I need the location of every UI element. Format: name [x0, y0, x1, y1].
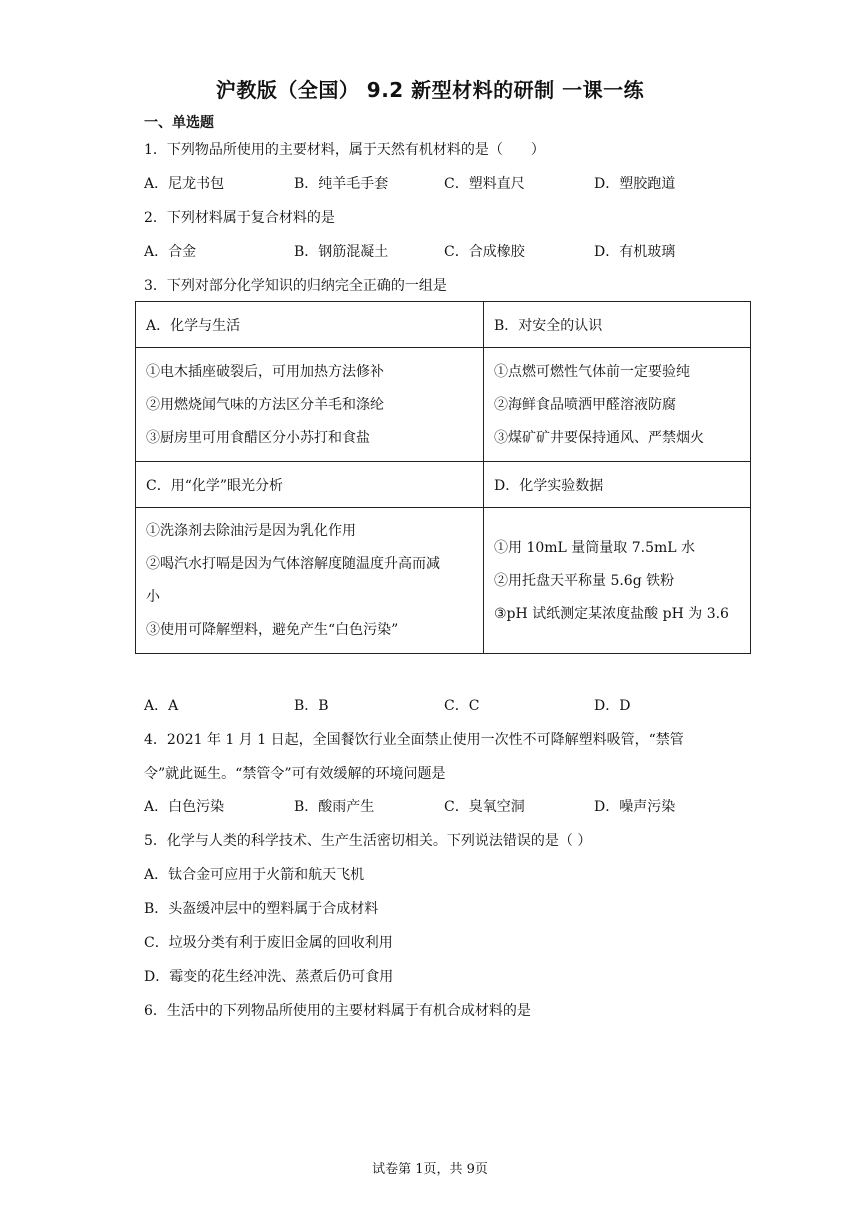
cell-b-items — [484, 348, 751, 462]
question-5-stem: 5．化学与人类的科学技术、生产生活密切相关。下列说法错误的是（ ） — [144, 833, 592, 849]
cell-d-items — [484, 508, 751, 654]
question-3-option-b: B．B — [294, 698, 329, 714]
question-5-option-c: C．垃圾分类有利于废旧金属的回收利用 — [144, 935, 393, 951]
question-3-option-a: A．A — [144, 698, 179, 714]
page-title: 沪教版（全国） 9.2 新型材料的研制 一课一练 — [215, 78, 645, 102]
question-2-option-c: C．合成橡胶 — [444, 244, 525, 260]
question-4-option-a: A．白色污染 — [144, 799, 225, 815]
table-item: ③pH 试纸测定某浓度盐酸 pH 为 3.6 — [494, 605, 729, 622]
question-1-option-d: D．塑胶跑道 — [594, 176, 676, 192]
question-4-stem-line-2: 令”就此诞生。“禁管令”可有效缓解的环境问题是 — [144, 766, 446, 782]
question-6-stem: 6．生活中的下列物品所使用的主要材料属于有机合成材料的是 — [144, 1003, 531, 1019]
cell-b-heading: B．对安全的认识 — [484, 302, 751, 348]
cell-c-items — [136, 508, 484, 654]
cell-d-heading: D．化学实验数据 — [484, 462, 751, 508]
section-heading: 一、单选题 — [144, 115, 214, 131]
table-item: ①电木插座破裂后，可用加热方法修补 — [146, 363, 384, 380]
table-item: ①洗涤剂去除油污是因为乳化作用 — [146, 523, 356, 539]
cell-a-items — [136, 348, 484, 462]
question-3-option-c: C．C — [444, 698, 480, 714]
question-4-option-d: D．噪声污染 — [594, 799, 676, 815]
question-3-option-d: D．D — [594, 698, 631, 714]
question-5-option-a: A．钛合金可应用于火箭和航天飞机 — [144, 867, 365, 883]
question-1-option-a: A．尼龙书包 — [144, 176, 225, 192]
table-item: ②用燃烧闻气味的方法区分羊毛和涤纶 — [146, 396, 384, 413]
question-5-option-d: D．霉变的花生经冲洗、蒸煮后仍可食用 — [144, 969, 394, 985]
page-footer: 试卷第 1页，共 9页 — [372, 1162, 488, 1177]
table-item: ①点燃可燃性气体前一定要验纯 — [494, 363, 690, 380]
cell-a-heading: A．化学与生活 — [136, 302, 484, 348]
question-3-stem: 3．下列对部分化学知识的归纳完全正确的一组是 — [144, 278, 447, 294]
question-4-option-c: C．臭氧空洞 — [444, 799, 525, 815]
question-5-option-b: B．头盔缓冲层中的塑料属于合成材料 — [144, 901, 379, 917]
question-1-option-c: C．塑料直尺 — [444, 176, 525, 192]
question-2-stem: 2．下列材料属于复合材料的是 — [144, 210, 335, 226]
table-item: ③厨房里可用食醋区分小苏打和食盐 — [146, 429, 370, 446]
table-item: 小 — [146, 589, 160, 605]
question-2-option-b: B．钢筋混凝土 — [294, 244, 389, 260]
table-item: ②海鲜食品喷洒甲醛溶液防腐 — [494, 396, 676, 413]
question-2-option-d: D．有机玻璃 — [594, 244, 676, 260]
question-4-option-b: B．酸雨产生 — [294, 799, 375, 815]
table-item: ②喝汽水打嗝是因为气体溶解度随温度升高而减 — [146, 556, 440, 572]
question-4-stem-line-1: 4．2021 年 1 月 1 日起，全国餐饮行业全面禁止使用一次性不可降解塑料吸管，“禁管 — [144, 732, 684, 748]
cell-c-heading: C．用“化学”眼光分析 — [136, 462, 484, 508]
question-1-option-b: B．纯羊毛手套 — [294, 176, 389, 192]
table-item: ③使用可降解塑料，避免产生“白色污染” — [146, 622, 399, 638]
question-2-option-a: A．合金 — [144, 244, 197, 260]
table-item: ②用托盘天平称量 5.6g 铁粉 — [494, 572, 675, 589]
table-item: ①用 10mL 量筒量取 7.5mL 水 — [494, 539, 696, 556]
knowledge-table — [135, 301, 751, 654]
table-item: ③煤矿矿井要保持通风、严禁烟火 — [494, 429, 704, 446]
question-1-stem: 1．下列物品所使用的主要材料，属于天然有机材料的是（ ） — [144, 142, 545, 158]
